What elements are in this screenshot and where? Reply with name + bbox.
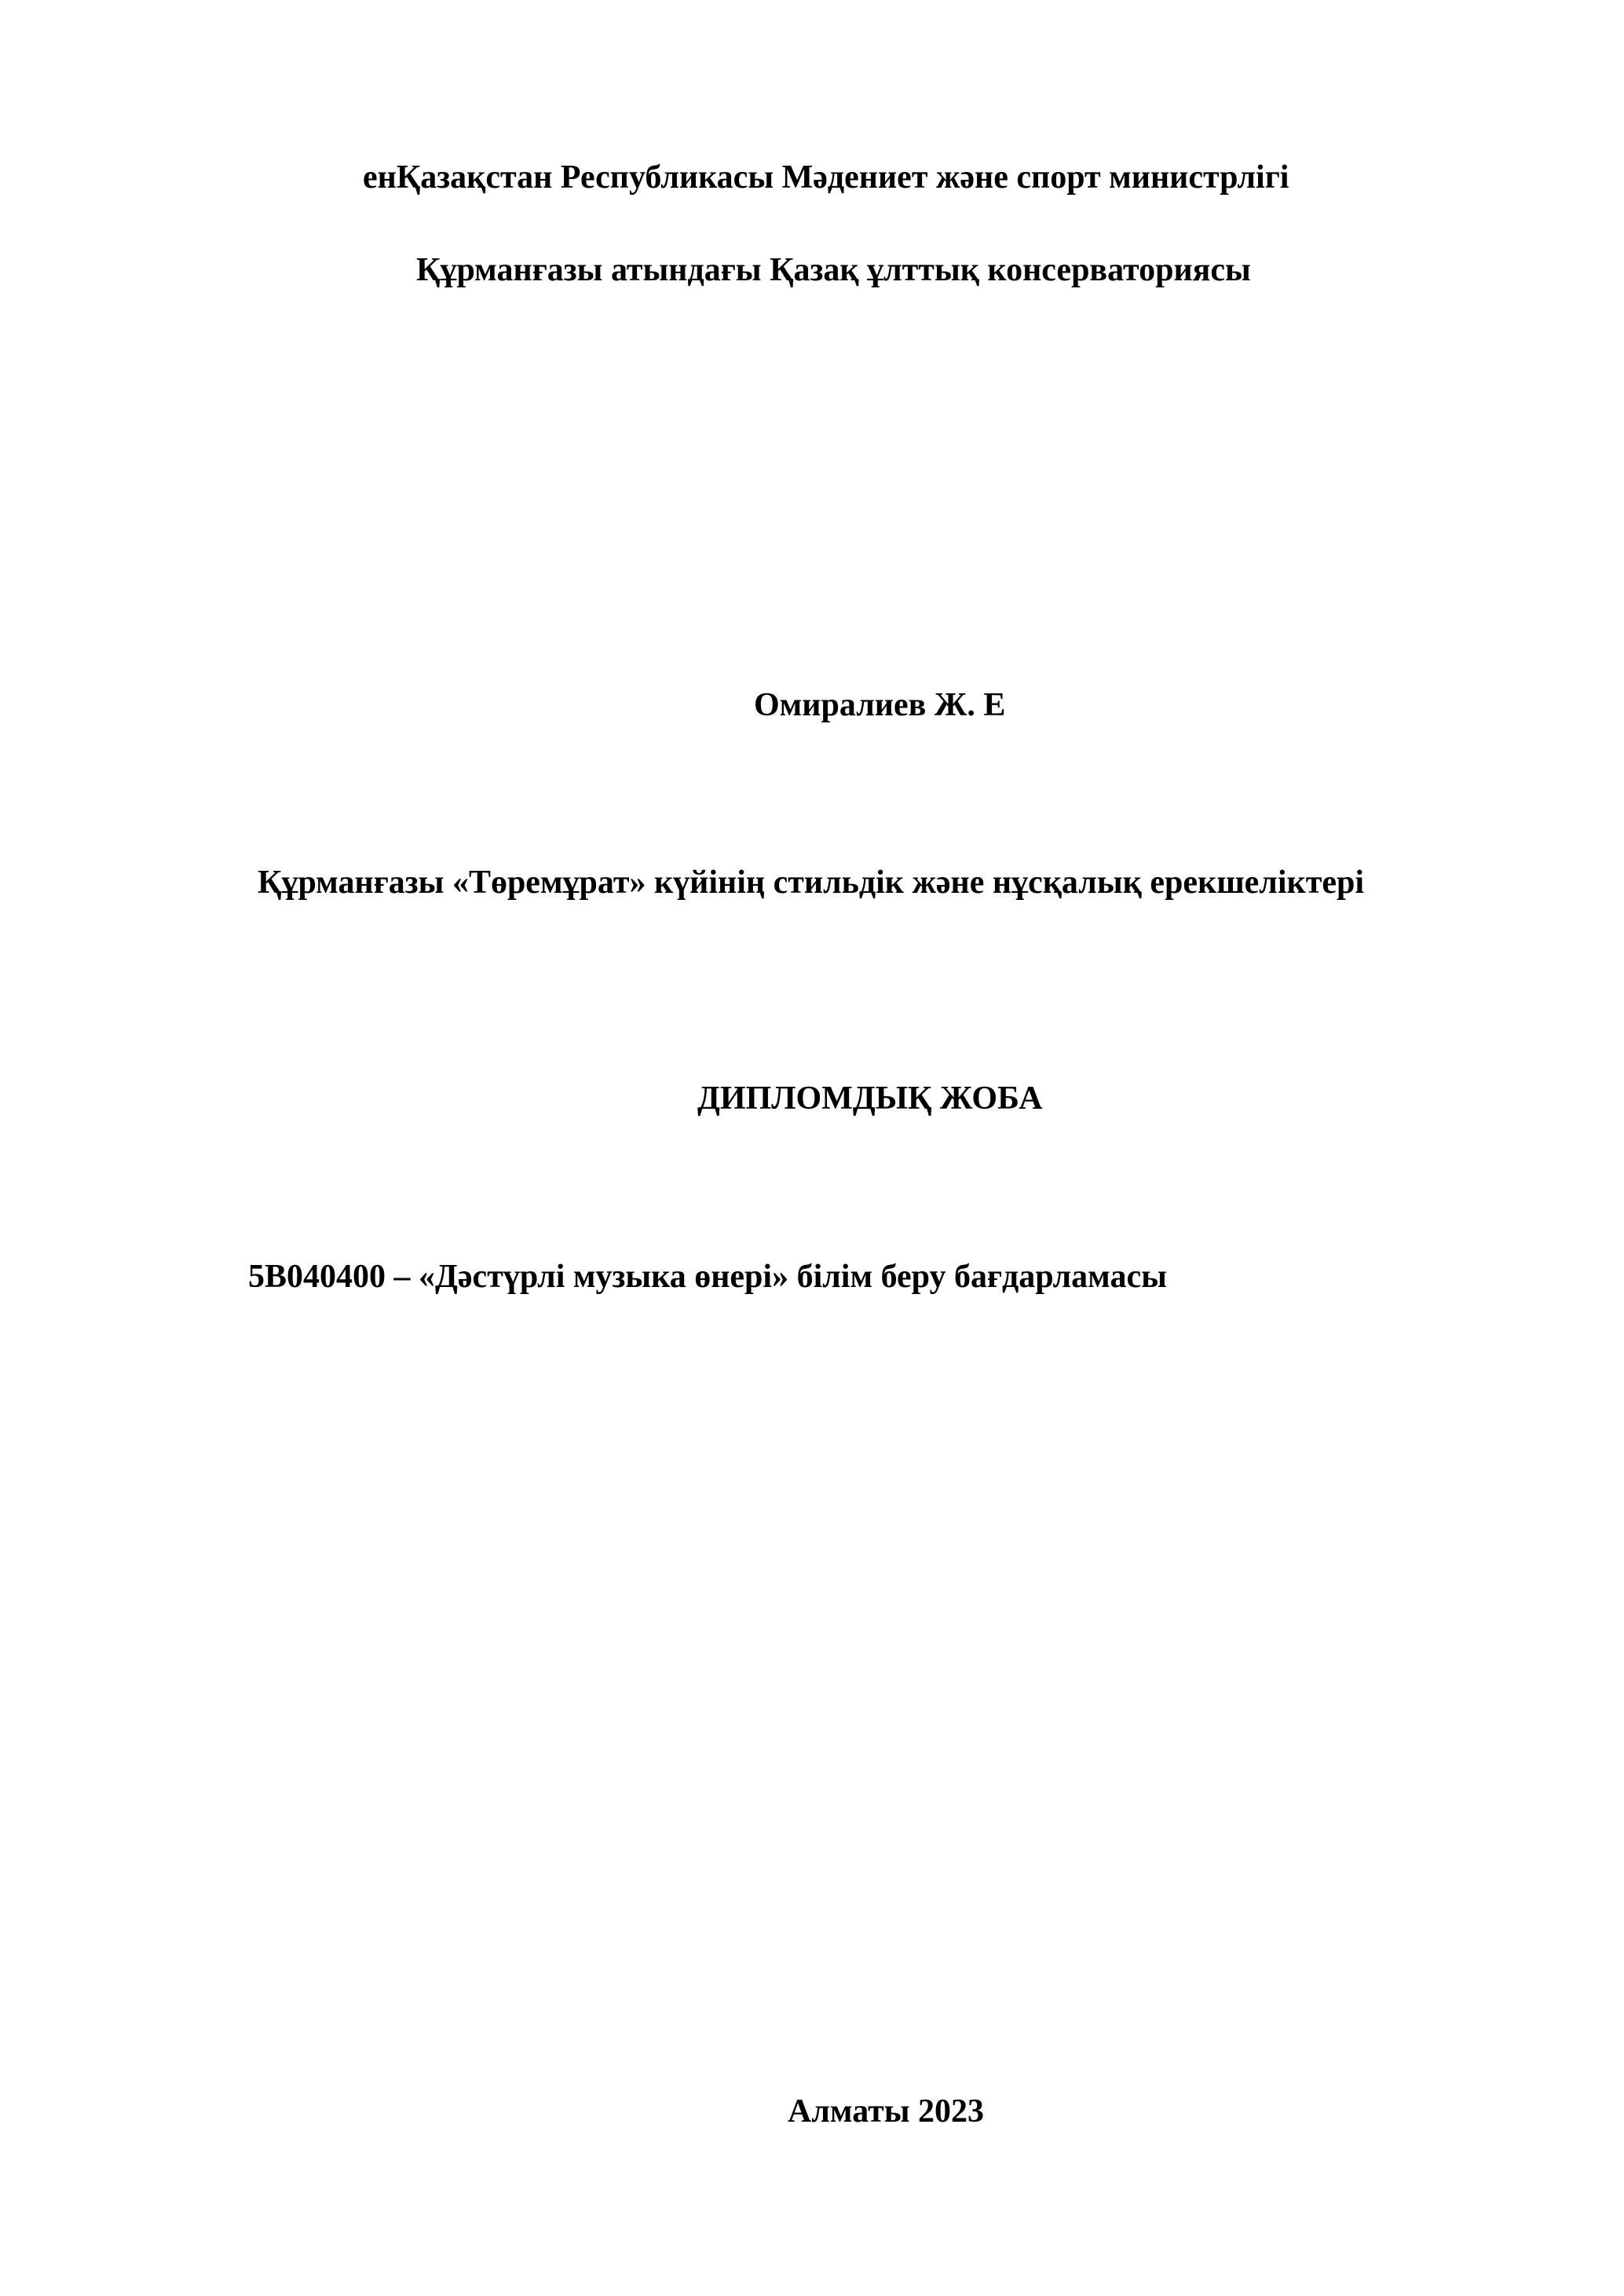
thesis-title: Құрманғазы «Төремұрат» күйінің стильдік және нұсқалық ерекшеліктері [258, 865, 1365, 901]
education-program: 5В040400 – «Дәстүрлі музыка өнері» білім беру бағдарламасы [248, 1259, 1167, 1295]
document-type: ДИПЛОМДЫҚ ЖОБА [697, 1080, 1043, 1117]
city-year: Алматы 2023 [788, 2093, 985, 2130]
author-name: Омиралиев Ж. Е [754, 687, 1006, 723]
institution-heading: Құрманғазы атындағы Қазақ ұлттық консерваториясы [416, 252, 1251, 288]
ministry-heading: енҚазақстан Республикасы Мәдениет және спорт министрлігі [363, 159, 1289, 196]
